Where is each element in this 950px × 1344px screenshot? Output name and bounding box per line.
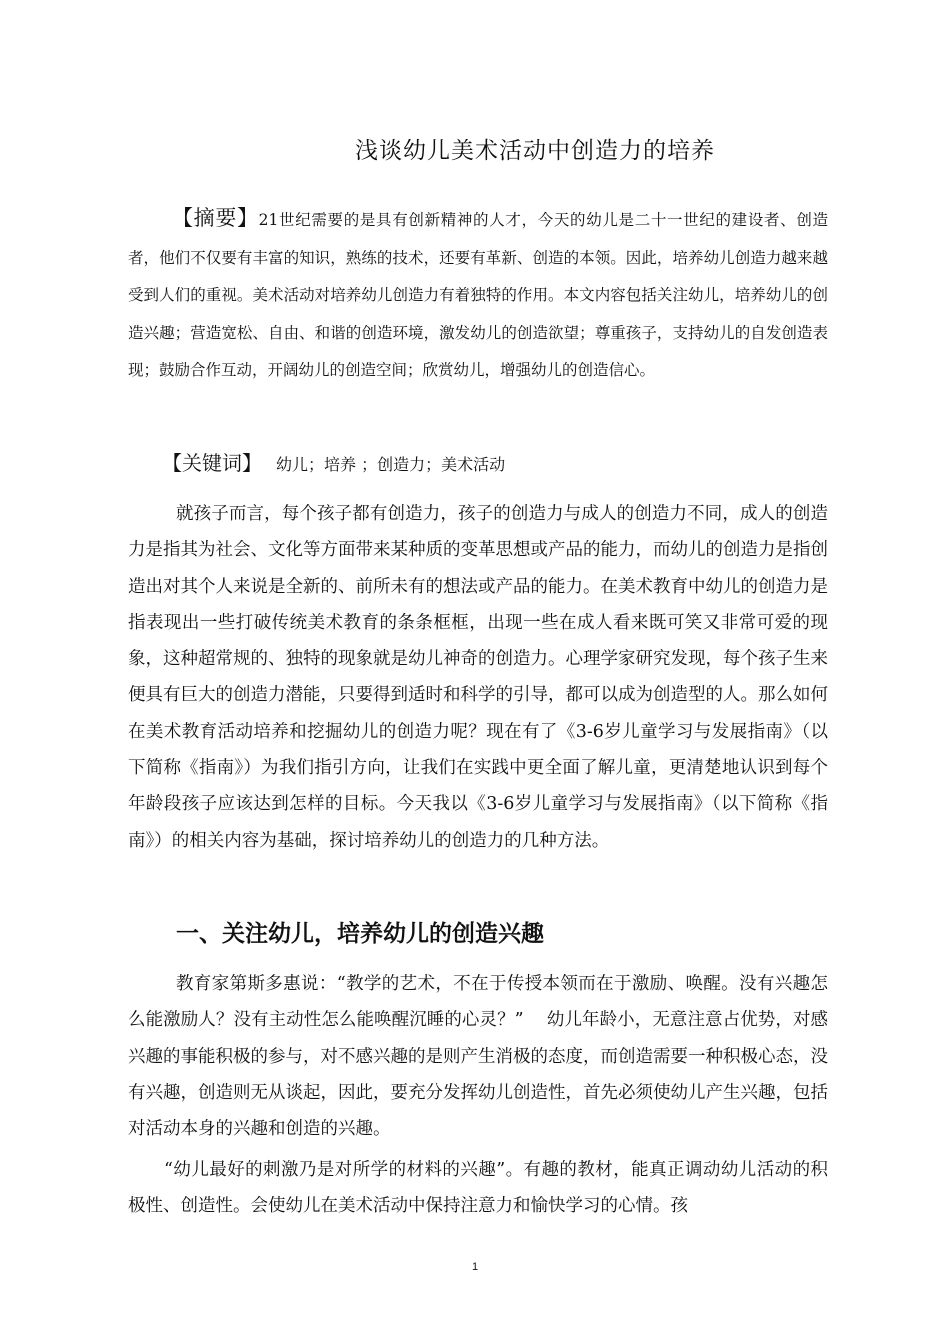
document-title: 浅谈幼儿美术活动中创造力的培养	[355, 138, 715, 164]
keywords-text: 幼儿；培养 ；创造力；美术活动	[276, 455, 506, 474]
keywords-label: 【关键词】	[162, 451, 262, 475]
abstract-text: 21世纪需要的是具有创新精神的人才，今天的幼儿是二十一世纪的建设者、创造者，他们不仅要有丰富的知识，熟练的技术，还要有革新、创造的本领。因此，培养幼儿创造力越来越受到人们的重视。美术活动对培养幼儿创造力有着独特的作用。本文内容包括关注幼儿，培养幼儿的创造兴趣；营造宽松、自由、和谐的创造环境，激发幼儿的创造欲望；尊重孩子，支持幼儿的自发创造表现；鼓励合作互动，开阔幼儿的创造空间；欣赏幼儿，增强幼儿的创造信心。	[128, 211, 829, 379]
abstract-label: 【摘要】	[172, 206, 259, 230]
body-paragraph: “幼儿最好的刺激乃是对所学的材料的兴趣”。有趣的教材，能真正调动幼儿活动的积极性、创造性。会使幼儿在美术活动中保持注意力和愉快学习的心情。孩	[128, 1160, 828, 1217]
keywords	[128, 447, 828, 481]
section-heading: 一、关注幼儿，培养幼儿的创造兴趣	[176, 921, 544, 947]
body-paragraph: 教育家第斯多惠说：“教学的艺术，不在于传授本领而在于激励、唤醒。没有兴趣怎么能激励人？没有主动性怎么能唤醒沉睡的心灵？” 幼儿年龄小，无意注意占优势，对感兴趣的事能积极的参与，对不感兴趣的是则产生消极的态度，而创造需要一种积极心态，没有兴趣，创造则无从谈起，因此，要充分发挥幼儿创造性，首先必须使幼儿产生兴趣，包括对活动本身的兴趣和创造的兴趣。	[128, 974, 828, 1140]
body-paragraph: 就孩子而言，每个孩子都有创造力，孩子的创造力与成人的创造力不同，成人的创造力是指其为社会、文化等方面带来某种质的变革思想或产品的能力，而幼儿的创造力是指创造出对其个人来说是全新的、前所未有的想法或产品的能力。在美术教育中幼儿的创造力是指表现出一些打破传统美术教育的条条框框，出现一些在成人看来既可笑又非常可爱的现象，这种超常规的、独特的现象就是幼儿神奇的创造力。心理学家研究发现，每个孩子生来便具有巨大的创造力潜能，只要得到适时和科学的引导，都可以成为创造型的人。那么如何在美术教育活动培养和挖掘幼儿的创造力呢？现在有了《3-6岁儿童学习与发展指南》（以下简称《指南》）为我们指引方向，让我们在实践中更全面了解儿童，更清楚地认识到每个年龄段孩子应该达到怎样的目标。今天我以《3-6岁儿童学习与发展指南》（以下简称《指南》）的相关内容为基础，探讨培养幼儿的创造力的几种方法。	[128, 504, 828, 851]
page-number: 1	[471, 1261, 479, 1273]
abstract	[128, 200, 828, 390]
